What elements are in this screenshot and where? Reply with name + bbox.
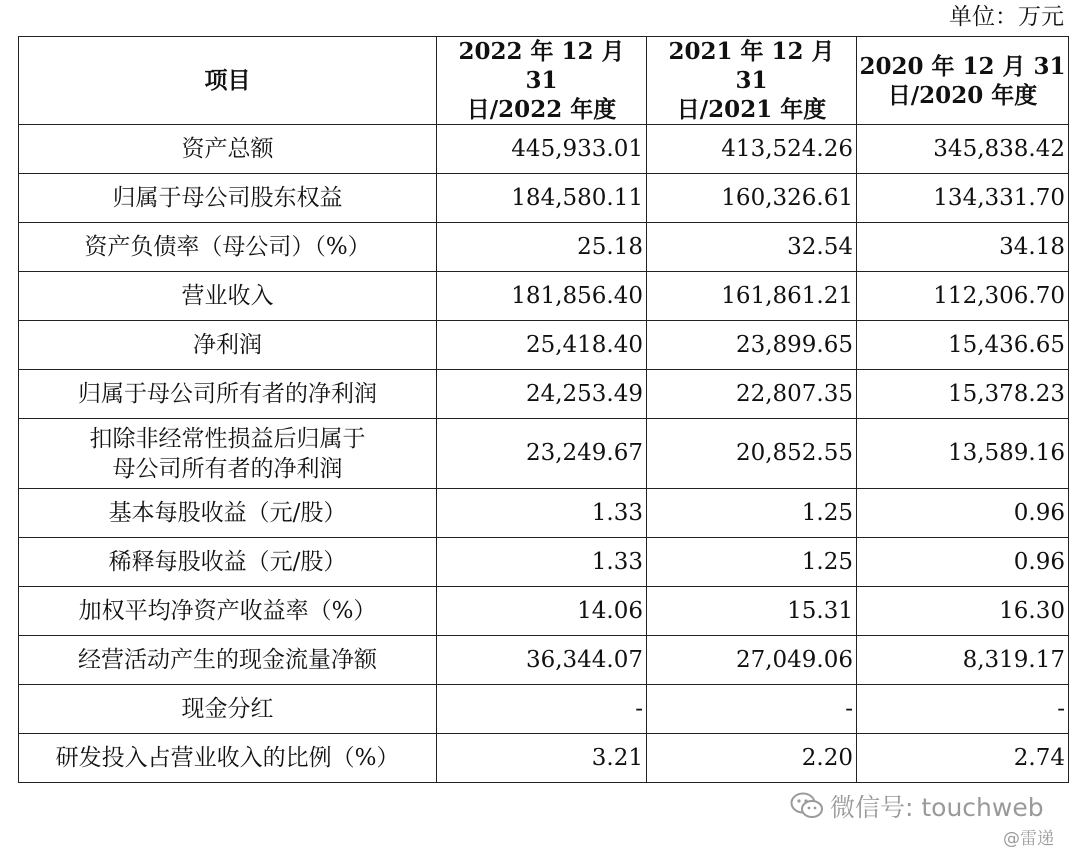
header-2021: 2021 年 12 月 31 日/2021 年度 — [647, 37, 857, 125]
value-2022: 23,249.67 — [437, 419, 647, 489]
watermark-sub: @雷递 — [1003, 829, 1054, 849]
value-2020: 112,306.70 — [857, 272, 1069, 321]
wechat-icon — [790, 791, 824, 821]
row-item: 稀释每股收益（元/股） — [19, 538, 437, 587]
value-2020: 34.18 — [857, 223, 1069, 272]
value-2021: 15.31 — [647, 587, 857, 636]
value-2022: 184,580.11 — [437, 174, 647, 223]
row-item: 归属于母公司股东权益 — [19, 174, 437, 223]
table-row — [19, 370, 1069, 419]
value-2021: 413,524.26 — [647, 125, 857, 174]
value-2021: 23,899.65 — [647, 321, 857, 370]
row-item: 营业收入 — [19, 272, 437, 321]
table-row — [19, 734, 1069, 783]
value-2021: 22,807.35 — [647, 370, 857, 419]
table-row — [19, 125, 1069, 174]
value-2021: - — [647, 685, 857, 734]
value-2022: 25.18 — [437, 223, 647, 272]
header-2020: 2020 年 12 月 31 日/2020 年度 — [857, 37, 1069, 125]
header-item: 项目 — [19, 37, 437, 125]
value-2022: 1.33 — [437, 538, 647, 587]
value-2020: 13,589.16 — [857, 419, 1069, 489]
value-2021: 27,049.06 — [647, 636, 857, 685]
table-row — [19, 419, 1069, 489]
row-item: 经营活动产生的现金流量净额 — [19, 636, 437, 685]
value-2020: 0.96 — [857, 538, 1069, 587]
value-2022: 445,933.01 — [437, 125, 647, 174]
value-2020: - — [857, 685, 1069, 734]
value-2020: 134,331.70 — [857, 174, 1069, 223]
value-2021: 2.20 — [647, 734, 857, 783]
table-row — [19, 587, 1069, 636]
row-item: 净利润 — [19, 321, 437, 370]
row-item: 基本每股收益（元/股） — [19, 489, 437, 538]
table-row — [19, 321, 1069, 370]
value-2020: 0.96 — [857, 489, 1069, 538]
row-item: 资产总额 — [19, 125, 437, 174]
value-2021: 1.25 — [647, 538, 857, 587]
table-row — [19, 489, 1069, 538]
value-2022: 24,253.49 — [437, 370, 647, 419]
table-row — [19, 223, 1069, 272]
value-2021: 160,326.61 — [647, 174, 857, 223]
value-2020: 15,436.65 — [857, 321, 1069, 370]
value-2020: 15,378.23 — [857, 370, 1069, 419]
table-header-row — [19, 37, 1069, 125]
table-row — [19, 538, 1069, 587]
financial-table — [18, 36, 1069, 783]
row-item: 归属于母公司所有者的净利润 — [19, 370, 437, 419]
value-2021: 161,861.21 — [647, 272, 857, 321]
value-2022: 181,856.40 — [437, 272, 647, 321]
table-row — [19, 272, 1069, 321]
value-2020: 345,838.42 — [857, 125, 1069, 174]
value-2022: 36,344.07 — [437, 636, 647, 685]
value-2022: 14.06 — [437, 587, 647, 636]
value-2020: 8,319.17 — [857, 636, 1069, 685]
value-2021: 20,852.55 — [647, 419, 857, 489]
value-2021: 32.54 — [647, 223, 857, 272]
value-2022: 1.33 — [437, 489, 647, 538]
row-item: 研发投入占营业收入的比例（%） — [19, 734, 437, 783]
row-item — [19, 419, 437, 489]
watermark-text: 微信号: touchweb — [830, 793, 1044, 822]
value-2022: 25,418.40 — [437, 321, 647, 370]
value-2021: 1.25 — [647, 489, 857, 538]
row-item: 加权平均净资产收益率（%） — [19, 587, 437, 636]
table-row — [19, 174, 1069, 223]
row-item-line2: 母公司所有者的净利润 — [112, 455, 343, 482]
value-2020: 16.30 — [857, 587, 1069, 636]
unit-label: 单位：万元 — [949, 4, 1064, 30]
header-2022: 2022 年 12 月 31 日/2022 年度 — [437, 37, 647, 125]
table-row — [19, 685, 1069, 734]
value-2022: 3.21 — [437, 734, 647, 783]
value-2020: 2.74 — [857, 734, 1069, 783]
row-item: 资产负债率（母公司）（%） — [19, 223, 437, 272]
value-2022: - — [437, 685, 647, 734]
table-row — [19, 636, 1069, 685]
row-item: 现金分红 — [19, 685, 437, 734]
watermark — [790, 788, 1044, 824]
row-item-line1: 扣除非经常性损益后归属于 — [89, 425, 366, 452]
